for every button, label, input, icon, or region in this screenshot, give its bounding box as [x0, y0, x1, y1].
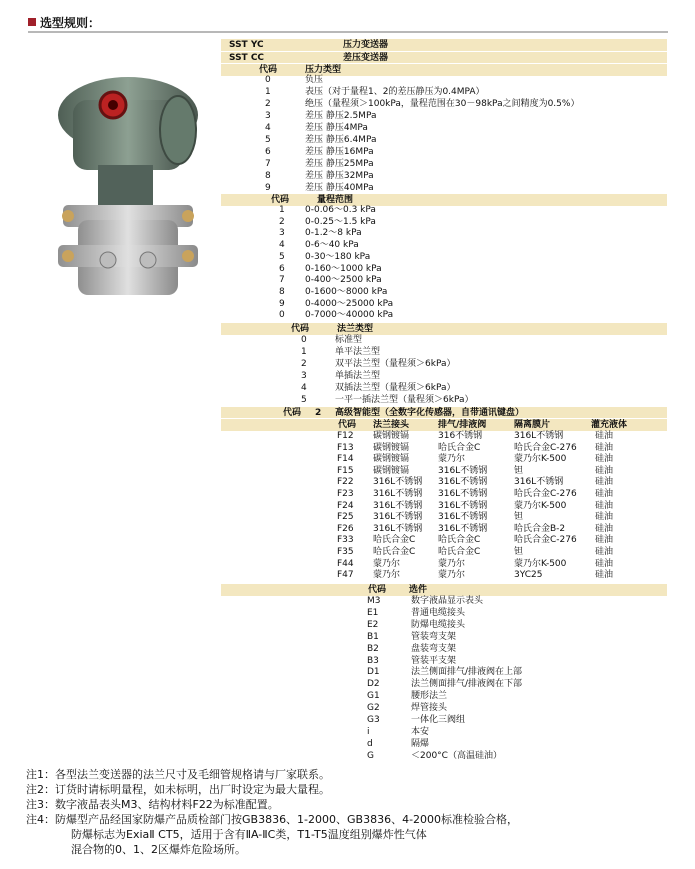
material-row-flange: 哈氏合金C: [373, 535, 416, 546]
option-row-code: M3: [367, 596, 381, 606]
pressure-type-row: [221, 171, 667, 182]
option-row: [221, 656, 667, 667]
pressure-type-row-code: 4: [265, 123, 271, 133]
pressure-type-row-desc: 差压 静压6.4MPa: [305, 135, 377, 145]
option-row-code: d: [367, 738, 373, 749]
flange-row-desc: 双平法兰型（量程须＞6kPa）: [335, 359, 456, 369]
bullet-square-icon: [28, 18, 36, 26]
pressure-type-row-code: 6: [265, 147, 271, 157]
material-row-code: F35: [337, 547, 354, 557]
material-row-diaphragm: 蒙乃尔K-500: [514, 500, 567, 511]
smart-head: 代码 2 高级智能型（全数字化传感器，自带通讯键盘）: [221, 406, 667, 419]
material-row-fill: 硅油: [595, 558, 614, 569]
option-row: [221, 667, 667, 678]
option-row: [221, 644, 667, 655]
range-row-code: 7: [279, 275, 285, 286]
option-row: [221, 715, 667, 726]
flange-row-desc: 单平法兰型: [335, 347, 381, 357]
material-row-fill: 硅油: [595, 465, 614, 476]
material-row-flange: 蒙乃尔: [373, 570, 401, 581]
range-row-desc: 0-400～2500 kPa: [305, 275, 382, 286]
material-row: [221, 512, 667, 523]
option-row-desc: 防爆电缆接头: [411, 619, 466, 630]
option-row: [221, 739, 667, 750]
material-row: [221, 547, 667, 558]
range-row: [221, 228, 667, 239]
option-row-code: G1: [367, 691, 380, 702]
range-row: [221, 264, 667, 275]
pressure-type-row-desc: 差压 静压4MPa: [305, 123, 368, 133]
flange-row: [221, 371, 667, 382]
material-row-flange: 碳钢镀镉: [373, 454, 410, 465]
option-row: [221, 608, 667, 619]
range-row-code: 0: [279, 310, 285, 321]
material-row-code: F14: [337, 454, 354, 465]
range-row-desc: 0-4000～25000 kPa: [305, 298, 394, 309]
range-row-desc: 0-1.2～8 kPa: [305, 228, 362, 239]
option-row-code: D1: [367, 667, 380, 678]
flange-row-code: 2: [301, 359, 307, 369]
pressure-type-row-code: 7: [265, 159, 271, 169]
material-row-flange: 316L不锈钢: [373, 477, 423, 488]
material-row-diaphragm: 哈氏合金C-276: [514, 442, 577, 453]
pressure-type-row: [221, 99, 667, 110]
pressure-type-row-desc: 表压（对于量程1、2的差压静压为0.4MPA）: [305, 87, 485, 97]
option-row-code: G3: [367, 715, 380, 725]
range-row-code: 6: [279, 263, 285, 274]
option-row-desc: 一体化三阀组: [411, 715, 466, 725]
material-row: [221, 524, 667, 535]
option-row: [221, 727, 667, 738]
option-row-desc: 焊管接头: [411, 703, 448, 714]
pressure-type-row: [221, 147, 667, 158]
option-row-code: B2: [367, 643, 379, 654]
range-row: [221, 299, 667, 310]
material-row-fill: 硅油: [595, 454, 614, 465]
material-row-fill: 硅油: [595, 570, 614, 581]
material-row-flange: 316L不锈钢: [373, 500, 423, 511]
material-row-flange: 316L不锈钢: [373, 512, 423, 523]
pressure-type-row-code: 8: [265, 171, 271, 181]
material-row-code: F15: [337, 465, 354, 476]
pressure-type-row: [221, 123, 667, 134]
material-row-code: F13: [337, 442, 354, 453]
option-row-code: G: [367, 750, 374, 761]
material-row: [221, 570, 667, 581]
range-row: [221, 275, 667, 286]
material-row-diaphragm: 3YC25: [514, 570, 543, 581]
range-row: [221, 240, 667, 251]
range-head: 代码 量程范围: [221, 193, 667, 206]
material-row: [221, 535, 667, 546]
pressure-type-row: [221, 111, 667, 122]
range-row-code: 1: [279, 205, 285, 215]
flange-row-desc: 双插法兰型（量程须＞6kPa）: [335, 383, 456, 393]
range-row-desc: 0-30～180 kPa: [305, 251, 371, 262]
material-row-diaphragm: 316L不锈钢: [514, 477, 564, 488]
material-row-fill: 硅油: [595, 523, 614, 534]
material-row-flange: 蒙乃尔: [373, 558, 401, 569]
material-row-code: F12: [337, 431, 354, 441]
options-head: 代码 选件: [221, 583, 667, 596]
material-row-code: F23: [337, 489, 354, 499]
material-row: [221, 559, 667, 570]
material-row-vent: 316不锈钢: [438, 431, 483, 441]
material-row-vent: 蒙乃尔: [438, 558, 466, 569]
option-row-code: E2: [367, 619, 379, 630]
material-row: [221, 443, 667, 454]
materials-head: 代码 法兰接头 排气/排液阀 隔离膜片 灌充液体: [221, 418, 667, 431]
material-row-vent: 蒙乃尔: [438, 454, 466, 465]
material-row-flange: 碳钢镀镉: [373, 431, 410, 441]
material-row: [221, 489, 667, 500]
option-row-desc: 本安: [411, 726, 430, 737]
note-4-cont-2: 混合物的0、1、2区爆炸危险场所。: [71, 843, 246, 856]
material-row-fill: 硅油: [595, 547, 614, 557]
range-row-code: 5: [279, 251, 285, 262]
material-row-code: F25: [337, 512, 354, 523]
material-row-vent: 哈氏合金C: [438, 442, 481, 453]
material-row-fill: 硅油: [595, 489, 614, 499]
material-row-code: F22: [337, 477, 354, 488]
note-2: 注2：订货时请标明量程，如未标明，出厂时设定为最大量程。: [26, 783, 330, 796]
material-row-code: F33: [337, 535, 354, 546]
range-row-code: 3: [279, 228, 285, 239]
pressure-type-row: [221, 135, 667, 146]
pressure-type-row-desc: 绝压（量程须＞100kPa，量程范围在30－98kPa之间精度为0.5%）: [305, 99, 580, 109]
note-4-cont-1: 防爆标志为ExiaⅡ CT5，适用于含有ⅡA-ⅡC类，T1-T5温度组别爆炸性气体: [71, 828, 427, 841]
range-row: [221, 205, 667, 216]
material-row-vent: 316L不锈钢: [438, 500, 488, 511]
material-row-flange: 316L不锈钢: [373, 523, 423, 534]
material-row-vent: 哈氏合金C: [438, 547, 481, 557]
material-row-diaphragm: 316L不锈钢: [514, 431, 564, 441]
material-row-vent: 316L不锈钢: [438, 512, 488, 523]
material-row: [221, 501, 667, 512]
range-row-desc: 0-1600～8000 kPa: [305, 286, 388, 297]
pressure-type-row-code: 3: [265, 111, 271, 121]
pressure-type-row: [221, 75, 667, 86]
flange-row: [221, 359, 667, 370]
option-row-desc: 普通电缆接头: [411, 607, 466, 618]
range-row: [221, 310, 667, 321]
flange-row: [221, 347, 667, 358]
pressure-type-row-code: 2: [265, 99, 271, 109]
material-row-fill: 硅油: [595, 535, 614, 546]
section-header: [28, 14, 100, 30]
range-row-desc: 0-160～1000 kPa: [305, 263, 382, 274]
model-row-cc: SST CC 差压变送器: [221, 51, 667, 64]
material-row-diaphragm: 哈氏合金B-2: [514, 523, 566, 534]
material-row-flange: 碳钢镀镉: [373, 465, 410, 476]
pressure-type-row-code: 0: [265, 75, 271, 85]
range-row-desc: 0-0.06～0.3 kPa: [305, 205, 376, 215]
material-row-code: F44: [337, 558, 354, 569]
material-row-code: F24: [337, 500, 354, 511]
range-row-desc: 0-7000～40000 kPa: [305, 310, 394, 321]
flange-row-code: 4: [301, 383, 307, 393]
material-row-vent: 蒙乃尔: [438, 570, 466, 581]
flange-head: 代码 法兰类型: [221, 322, 667, 335]
material-row-diaphragm: 蒙乃尔K-500: [514, 454, 567, 465]
pressure-type-row-code: 9: [265, 183, 271, 193]
flange-row-desc: 标准型: [335, 335, 363, 345]
pressure-type-row-desc: 负压: [305, 75, 324, 85]
option-row-desc: 数字液晶显示表头: [411, 596, 484, 606]
range-row-code: 2: [279, 216, 285, 227]
material-row: [221, 477, 667, 488]
model-row-yc: SST YC 压力变送器: [221, 38, 667, 51]
flange-row-code: 0: [301, 335, 307, 345]
pressure-type-row-desc: 差压 静压32MPa: [305, 171, 374, 181]
material-row-vent: 哈氏合金C: [438, 535, 481, 546]
option-row: [221, 632, 667, 643]
option-row-desc: 隔爆: [411, 738, 430, 749]
option-row-desc: 法兰侧面排气/排液阀在下部: [411, 679, 523, 690]
header-divider: [28, 31, 668, 33]
pressure-type-head: 代码 压力类型: [221, 63, 667, 76]
material-row-vent: 316L不锈钢: [438, 465, 488, 476]
transmitter-image: [48, 70, 208, 330]
range-row-code: 9: [279, 298, 285, 309]
material-row-diaphragm: 钽: [514, 547, 524, 557]
range-row-code: 4: [279, 240, 285, 251]
range-row-desc: 0-0.25～1.5 kPa: [305, 216, 376, 227]
flange-row: [221, 383, 667, 394]
material-row-fill: 硅油: [595, 431, 614, 441]
material-row-vent: 316L不锈钢: [438, 523, 488, 534]
material-row: [221, 454, 667, 465]
material-row-diaphragm: 哈氏合金C-276: [514, 489, 577, 499]
material-row-flange: 碳钢镀镉: [373, 442, 410, 453]
material-row-diaphragm: 哈氏合金C-276: [514, 535, 577, 546]
material-row-vent: 316L不锈钢: [438, 477, 488, 488]
flange-row-desc: 单插法兰型: [335, 371, 381, 381]
option-row-desc: 管装平支架: [411, 655, 457, 666]
note-4: 注4：防爆型产品经国家防爆产品质检部门按GB3836、1-2000、GB3836、4-2000标准检验合格，: [26, 813, 519, 826]
option-row-code: B1: [367, 631, 379, 642]
pressure-type-row-desc: 差压 静压2.5MPa: [305, 111, 377, 121]
material-row-diaphragm: 钽: [514, 512, 524, 523]
option-row: [221, 679, 667, 690]
pressure-type-row-code: 5: [265, 135, 271, 145]
material-row-fill: 硅油: [595, 477, 614, 488]
option-row-desc: 管装弯支架: [411, 631, 457, 642]
option-row: [221, 751, 667, 762]
material-row-diaphragm: 蒙乃尔K-500: [514, 558, 567, 569]
material-row-fill: 硅油: [595, 512, 614, 523]
option-row: [221, 691, 667, 702]
material-row-code: F47: [337, 570, 354, 581]
material-row-flange: 316L不锈钢: [373, 489, 423, 499]
flange-row-code: 3: [301, 371, 307, 381]
option-row-code: G2: [367, 703, 380, 714]
note-1: 注1：各型法兰变送器的法兰尺寸及毛细管规格请与厂家联系。: [26, 768, 330, 781]
option-row-code: i: [367, 726, 370, 737]
range-row: [221, 252, 667, 263]
range-row-desc: 0-6～40 kPa: [305, 240, 359, 251]
note-3: 注3：数字液晶表头M3、结构材料F22为标准配置。: [26, 798, 279, 811]
material-row: [221, 466, 667, 477]
option-row-desc: 法兰侧面排气/排液阀在上部: [411, 667, 523, 678]
option-row-code: D2: [367, 679, 380, 690]
pressure-type-row: [221, 159, 667, 170]
option-row-code: B3: [367, 655, 379, 666]
range-row: [221, 287, 667, 298]
material-row: [221, 431, 667, 442]
pressure-type-row-desc: 差压 静压16MPa: [305, 147, 374, 157]
material-row-fill: 硅油: [595, 442, 614, 453]
flange-row: [221, 395, 667, 406]
option-row: [221, 620, 667, 631]
range-row-code: 8: [279, 286, 285, 297]
material-row-vent: 316L不锈钢: [438, 489, 488, 499]
section-title: 选型规则：: [40, 15, 101, 30]
pressure-type-row-desc: 差压 静压40MPa: [305, 183, 374, 193]
flange-row-code: 1: [301, 347, 307, 357]
pressure-type-row-code: 1: [265, 87, 271, 97]
material-row-code: F26: [337, 523, 354, 534]
range-row: [221, 217, 667, 228]
option-row-desc: 盘装弯支架: [411, 643, 457, 654]
material-row-diaphragm: 钽: [514, 465, 524, 476]
pressure-type-row-desc: 差压 静压25MPa: [305, 159, 374, 169]
option-row: [221, 596, 667, 607]
material-row-fill: 硅油: [595, 500, 614, 511]
option-row-code: E1: [367, 607, 379, 618]
option-row: [221, 703, 667, 714]
pressure-type-row: [221, 87, 667, 98]
material-row-flange: 哈氏合金C: [373, 547, 416, 557]
flange-row: [221, 335, 667, 346]
flange-row-code: 5: [301, 395, 307, 405]
option-row-desc: 腰形法兰: [411, 691, 448, 702]
option-row-desc: ＜200°C（高温硅油）: [411, 750, 502, 761]
flange-row-desc: 一平一插法兰型（量程须＞6kPa）: [335, 395, 474, 405]
